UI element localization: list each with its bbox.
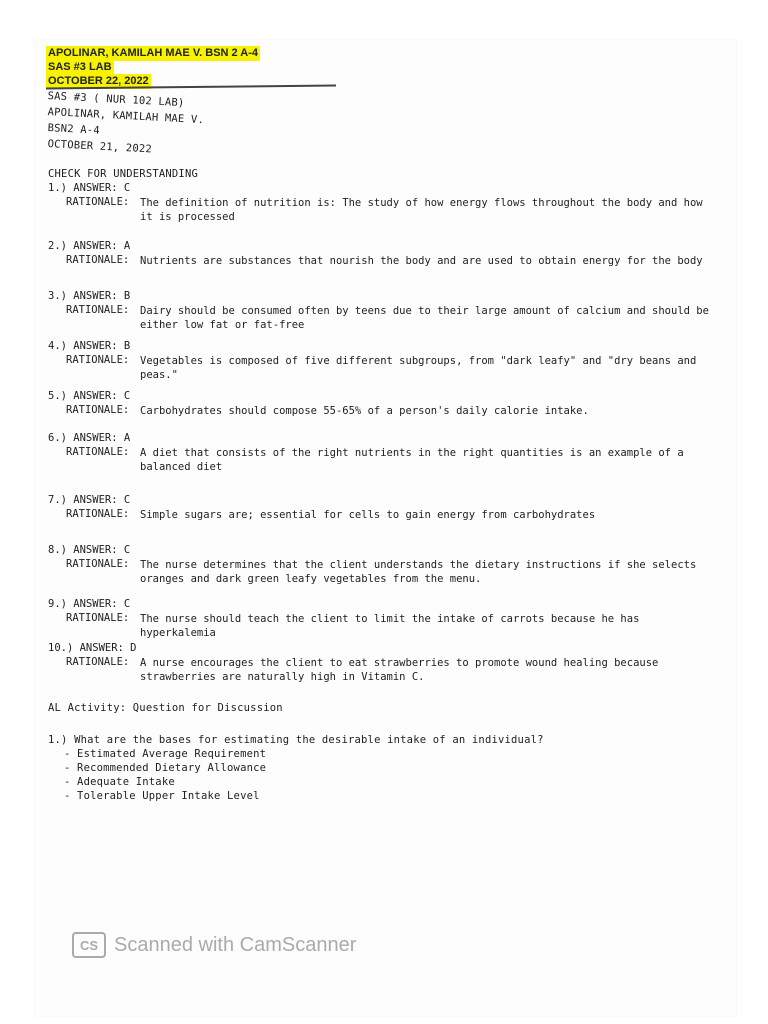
bullet-item: - Recommended Dietary Allowance [64,762,267,774]
answer-item-6 [48,432,728,474]
answer-item-2 [48,240,728,268]
answer-label: 10.) ANSWER: D [48,642,137,654]
answer-label: 4.) ANSWER: B [48,340,131,352]
watermark-text: Scanned with CamScanner [114,933,357,956]
rationale-text: Vegetables is composed of five different subgroups, from "dark leafy" and "dry beans and peas." [140,355,697,381]
al-activity-title: AL Activity: Question for Discussion [48,702,283,714]
answer-label: 8.) ANSWER: C [48,544,131,556]
answer-item-9 [48,598,728,640]
rationale-label: RATIONALE: [66,254,130,266]
bullet-item: - Tolerable Upper Intake Level [64,790,260,802]
camscanner-watermark [72,932,356,958]
answer-label: 6.) ANSWER: A [48,432,131,444]
answer-item-5 [48,390,728,418]
rationale-label: RATIONALE: [66,404,130,416]
camscanner-logo-icon: CS [72,932,106,958]
rationale-label: RATIONALE: [66,304,130,316]
answer-item-4 [48,340,728,382]
answer-label: 7.) ANSWER: C [48,494,131,506]
rationale-text: The nurse determines that the client understands the dietary instructions if she selects oranges and dark green leafy vegetables from the menu. [140,559,697,585]
rationale-label: RATIONALE: [66,612,130,624]
rationale-text: Nutrients are substances that nourish the body and are used to obtain energy for the body [140,255,703,267]
section-title: CHECK FOR UNDERSTANDING [48,168,198,180]
answer-item-7 [48,494,728,522]
rationale-label: RATIONALE: [66,508,130,520]
rationale-label: RATIONALE: [66,558,130,570]
rationale-text: A nurse encourages the client to eat strawberries to promote wound healing because strawberries are naturally high in Vitamin C. [140,657,659,683]
bullet-item: - Estimated Average Requirement [64,748,267,760]
answer-label: 5.) ANSWER: C [48,390,131,402]
rationale-text: The definition of nutrition is: The study of how energy flows throughout the body and how it is processed [140,197,703,223]
answer-label: 2.) ANSWER: A [48,240,131,252]
rationale-label: RATIONALE: [66,196,130,208]
handwritten-date: OCTOBER 21, 2022 [47,138,153,156]
rationale-text: A diet that consists of the right nutrients in the right quantities is an example of a balanced diet [140,447,684,473]
answer-item-1 [48,182,728,224]
handwritten-section: BSN2 A-4 [47,122,101,137]
answer-label: 9.) ANSWER: C [48,598,131,610]
handwritten-name: APOLINAR, KAMILAH MAE V. [47,106,205,127]
answer-label: 3.) ANSWER: B [48,290,131,302]
rationale-text: Dairy should be consumed often by teens due to their large amount of calcium and should be either low fat or fat-free [140,305,709,331]
bullet-item: - Adequate Intake [64,776,175,788]
discussion-question: 1.) What are the bases for estimating the desirable intake of an individual? [48,734,544,746]
rationale-label: RATIONALE: [66,656,130,668]
rationale-text: The nurse should teach the client to limit the intake of carrots because he has hyperkalemia [140,613,640,639]
handwritten-title: SAS #3 ( NUR 102 LAB) [47,90,185,110]
rationale-text: Carbohydrates should compose 55-65% of a person's daily calorie intake. [140,405,589,417]
answer-item-3 [48,290,728,332]
rationale-text: Simple sugars are; essential for cells to gain energy from carbohydrates [140,509,596,521]
rationale-label: RATIONALE: [66,446,130,458]
typed-header-date: OCTOBER 22, 2022 [48,75,149,87]
answer-item-8 [48,544,728,586]
rationale-label: RATIONALE: [66,354,130,366]
typed-header-sas: SAS #3 LAB [48,61,112,73]
typed-header-name: APOLINAR, KAMILAH MAE V. BSN 2 A-4 [48,47,259,59]
answer-label: 1.) ANSWER: C [48,182,131,194]
answer-item-10 [48,642,728,684]
